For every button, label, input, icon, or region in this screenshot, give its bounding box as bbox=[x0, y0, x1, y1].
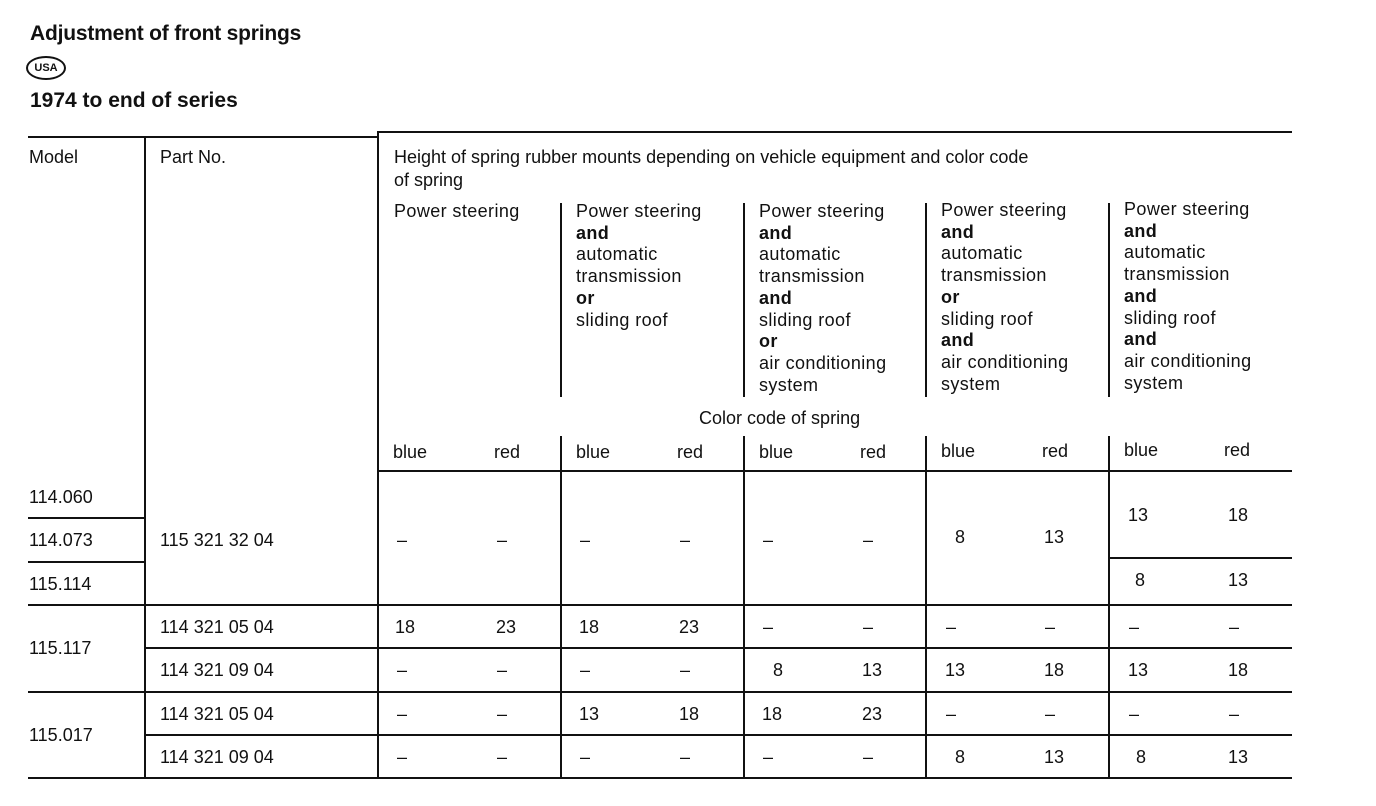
value-cell: 18 bbox=[678, 704, 700, 724]
model-cell: 115.117 bbox=[29, 638, 92, 658]
column-rule bbox=[743, 203, 745, 397]
group-divider bbox=[28, 691, 1292, 693]
value-cell: – bbox=[862, 617, 873, 637]
condition-line: transmission bbox=[576, 266, 682, 287]
model-cell: 115.017 bbox=[29, 725, 93, 745]
condition-line: sliding roof bbox=[759, 309, 851, 330]
condition-connector: or bbox=[759, 331, 778, 352]
condition-line: sliding roof bbox=[576, 309, 668, 330]
value-cell: 18 bbox=[578, 617, 600, 637]
condition-connector: and bbox=[759, 287, 793, 308]
value-cell: – bbox=[496, 704, 507, 724]
condition-line: sliding roof bbox=[1124, 307, 1216, 328]
value-cell: – bbox=[396, 704, 407, 724]
condition-line: air conditioning bbox=[941, 351, 1069, 372]
header-bottom-rule bbox=[378, 470, 1292, 472]
value-cell: 18 bbox=[1227, 660, 1249, 680]
page-title: Adjustment of front springs bbox=[30, 22, 302, 45]
value-cell: – bbox=[496, 747, 507, 767]
condition-line: Power steering bbox=[394, 201, 520, 221]
color-red-label: red bbox=[494, 442, 521, 462]
condition-5 bbox=[1124, 199, 1251, 394]
condition-line: automatic bbox=[941, 243, 1023, 264]
color-code-label: Color code of spring bbox=[699, 408, 861, 428]
value-cell: – bbox=[762, 617, 773, 637]
condition-connector: and bbox=[1124, 329, 1158, 350]
value-cell: 13 bbox=[944, 660, 966, 680]
model-cell: 114.073 bbox=[29, 530, 93, 550]
value-cell: 13 bbox=[1127, 505, 1149, 525]
condition-connector: or bbox=[941, 286, 960, 307]
value-cell: – bbox=[496, 530, 507, 550]
value-cell: 8 bbox=[954, 527, 965, 547]
model-cell: 115.114 bbox=[29, 574, 92, 594]
column-rule bbox=[144, 137, 146, 778]
condition-line: automatic bbox=[1124, 242, 1206, 263]
model-cell: 114.060 bbox=[29, 487, 93, 507]
value-cell: 8 bbox=[954, 747, 965, 767]
col-header-height-cont: of spring bbox=[394, 170, 464, 190]
condition-2 bbox=[576, 201, 702, 331]
value-cell: – bbox=[396, 747, 407, 767]
value-cell: – bbox=[1044, 704, 1055, 724]
condition-line: transmission bbox=[941, 265, 1047, 286]
column-rule bbox=[1108, 436, 1110, 778]
value-cell: – bbox=[679, 747, 690, 767]
value-cell: 18 bbox=[761, 704, 783, 724]
row-divider bbox=[1110, 557, 1292, 559]
part-number-cell: 114 321 05 04 bbox=[160, 704, 274, 724]
table-top-rule-left bbox=[28, 136, 378, 138]
value-cell: 23 bbox=[495, 617, 517, 637]
column-rule bbox=[560, 436, 562, 778]
condition-line: transmission bbox=[759, 266, 865, 287]
part-number-cell: 115 321 32 04 bbox=[160, 530, 274, 550]
value-cell: – bbox=[679, 660, 690, 680]
table-top-rule bbox=[378, 131, 1292, 133]
column-rule bbox=[925, 436, 927, 778]
condition-connector: and bbox=[941, 330, 975, 351]
page-subtitle: 1974 to end of series bbox=[30, 89, 238, 112]
col-header-model: Model bbox=[29, 147, 79, 167]
color-blue-label: blue bbox=[393, 442, 428, 462]
value-cell: 23 bbox=[861, 704, 883, 724]
condition-line: air conditioning bbox=[759, 352, 887, 373]
col-header-height: Height of spring rubber mounts depending on vehicle equipment and color code bbox=[394, 147, 1029, 167]
table-bottom-rule bbox=[28, 777, 1292, 779]
column-rule bbox=[743, 436, 745, 778]
value-cell: – bbox=[396, 660, 407, 680]
col-header-part: Part No. bbox=[160, 147, 227, 167]
value-cell: – bbox=[1128, 617, 1139, 637]
condition-connector: or bbox=[576, 287, 595, 308]
column-rule bbox=[925, 203, 927, 397]
condition-connector: and bbox=[759, 222, 793, 243]
condition-1 bbox=[394, 201, 520, 223]
color-blue-label: blue bbox=[941, 441, 976, 461]
value-cell: 13 bbox=[861, 660, 883, 680]
row-divider bbox=[28, 517, 145, 519]
value-cell: 8 bbox=[772, 660, 783, 680]
value-cell: 18 bbox=[1227, 505, 1249, 525]
value-cell: 13 bbox=[1043, 747, 1065, 767]
value-cell: – bbox=[579, 530, 590, 550]
condition-line: system bbox=[941, 373, 1001, 394]
color-red-label: red bbox=[1042, 441, 1069, 461]
value-cell: 13 bbox=[1227, 747, 1249, 767]
value-cell: 13 bbox=[1127, 660, 1149, 680]
condition-line: air conditioning bbox=[1124, 350, 1252, 371]
color-blue-label: blue bbox=[759, 442, 794, 462]
condition-connector: and bbox=[1124, 220, 1158, 241]
condition-3 bbox=[759, 201, 886, 396]
group-divider bbox=[28, 604, 1292, 606]
value-cell: – bbox=[396, 530, 407, 550]
value-cell: – bbox=[579, 747, 590, 767]
condition-4 bbox=[941, 200, 1068, 395]
value-cell: – bbox=[1044, 617, 1055, 637]
value-cell: – bbox=[1228, 617, 1239, 637]
value-cell: 13 bbox=[1043, 527, 1065, 547]
condition-line: transmission bbox=[1124, 264, 1230, 285]
color-blue-label: blue bbox=[1124, 440, 1159, 460]
color-red-label: red bbox=[677, 442, 704, 462]
condition-connector: and bbox=[1124, 285, 1158, 306]
value-cell: – bbox=[762, 747, 773, 767]
condition-line: automatic bbox=[759, 244, 841, 265]
condition-line: Power steering bbox=[576, 201, 702, 221]
value-cell: 13 bbox=[578, 704, 600, 724]
condition-line: Power steering bbox=[941, 200, 1067, 220]
value-cell: – bbox=[579, 660, 590, 680]
usa-badge: USA bbox=[26, 56, 66, 80]
row-divider bbox=[145, 734, 1292, 736]
value-cell: – bbox=[862, 530, 873, 550]
value-cell: – bbox=[762, 530, 773, 550]
color-red-label: red bbox=[1224, 440, 1251, 460]
row-divider bbox=[28, 561, 145, 563]
part-number-cell: 114 321 09 04 bbox=[160, 660, 274, 680]
condition-line: system bbox=[759, 374, 819, 395]
column-rule bbox=[560, 203, 562, 397]
value-cell: – bbox=[1228, 704, 1239, 724]
value-cell: 8 bbox=[1134, 570, 1145, 590]
condition-line: automatic bbox=[576, 244, 658, 265]
value-cell: 8 bbox=[1135, 747, 1146, 767]
value-cell: – bbox=[1128, 704, 1139, 724]
color-red-label: red bbox=[860, 442, 887, 462]
value-cell: 13 bbox=[1227, 570, 1249, 590]
column-rule bbox=[1108, 203, 1110, 397]
row-divider bbox=[145, 647, 1292, 649]
value-cell: – bbox=[945, 617, 956, 637]
color-blue-label: blue bbox=[576, 442, 611, 462]
condition-connector: and bbox=[576, 222, 610, 243]
value-cell: 18 bbox=[1043, 660, 1065, 680]
condition-connector: and bbox=[941, 221, 975, 242]
value-cell: – bbox=[679, 530, 690, 550]
condition-line: Power steering bbox=[759, 201, 885, 221]
condition-line: system bbox=[1124, 372, 1184, 393]
value-cell: – bbox=[945, 704, 956, 724]
part-number-cell: 114 321 09 04 bbox=[160, 747, 274, 767]
value-cell: 23 bbox=[678, 617, 700, 637]
value-cell: – bbox=[496, 660, 507, 680]
value-cell: 18 bbox=[394, 617, 416, 637]
part-number-cell: 114 321 05 04 bbox=[160, 617, 274, 637]
value-cell: – bbox=[862, 747, 873, 767]
condition-line: sliding roof bbox=[941, 308, 1033, 329]
condition-line: Power steering bbox=[1124, 199, 1250, 219]
